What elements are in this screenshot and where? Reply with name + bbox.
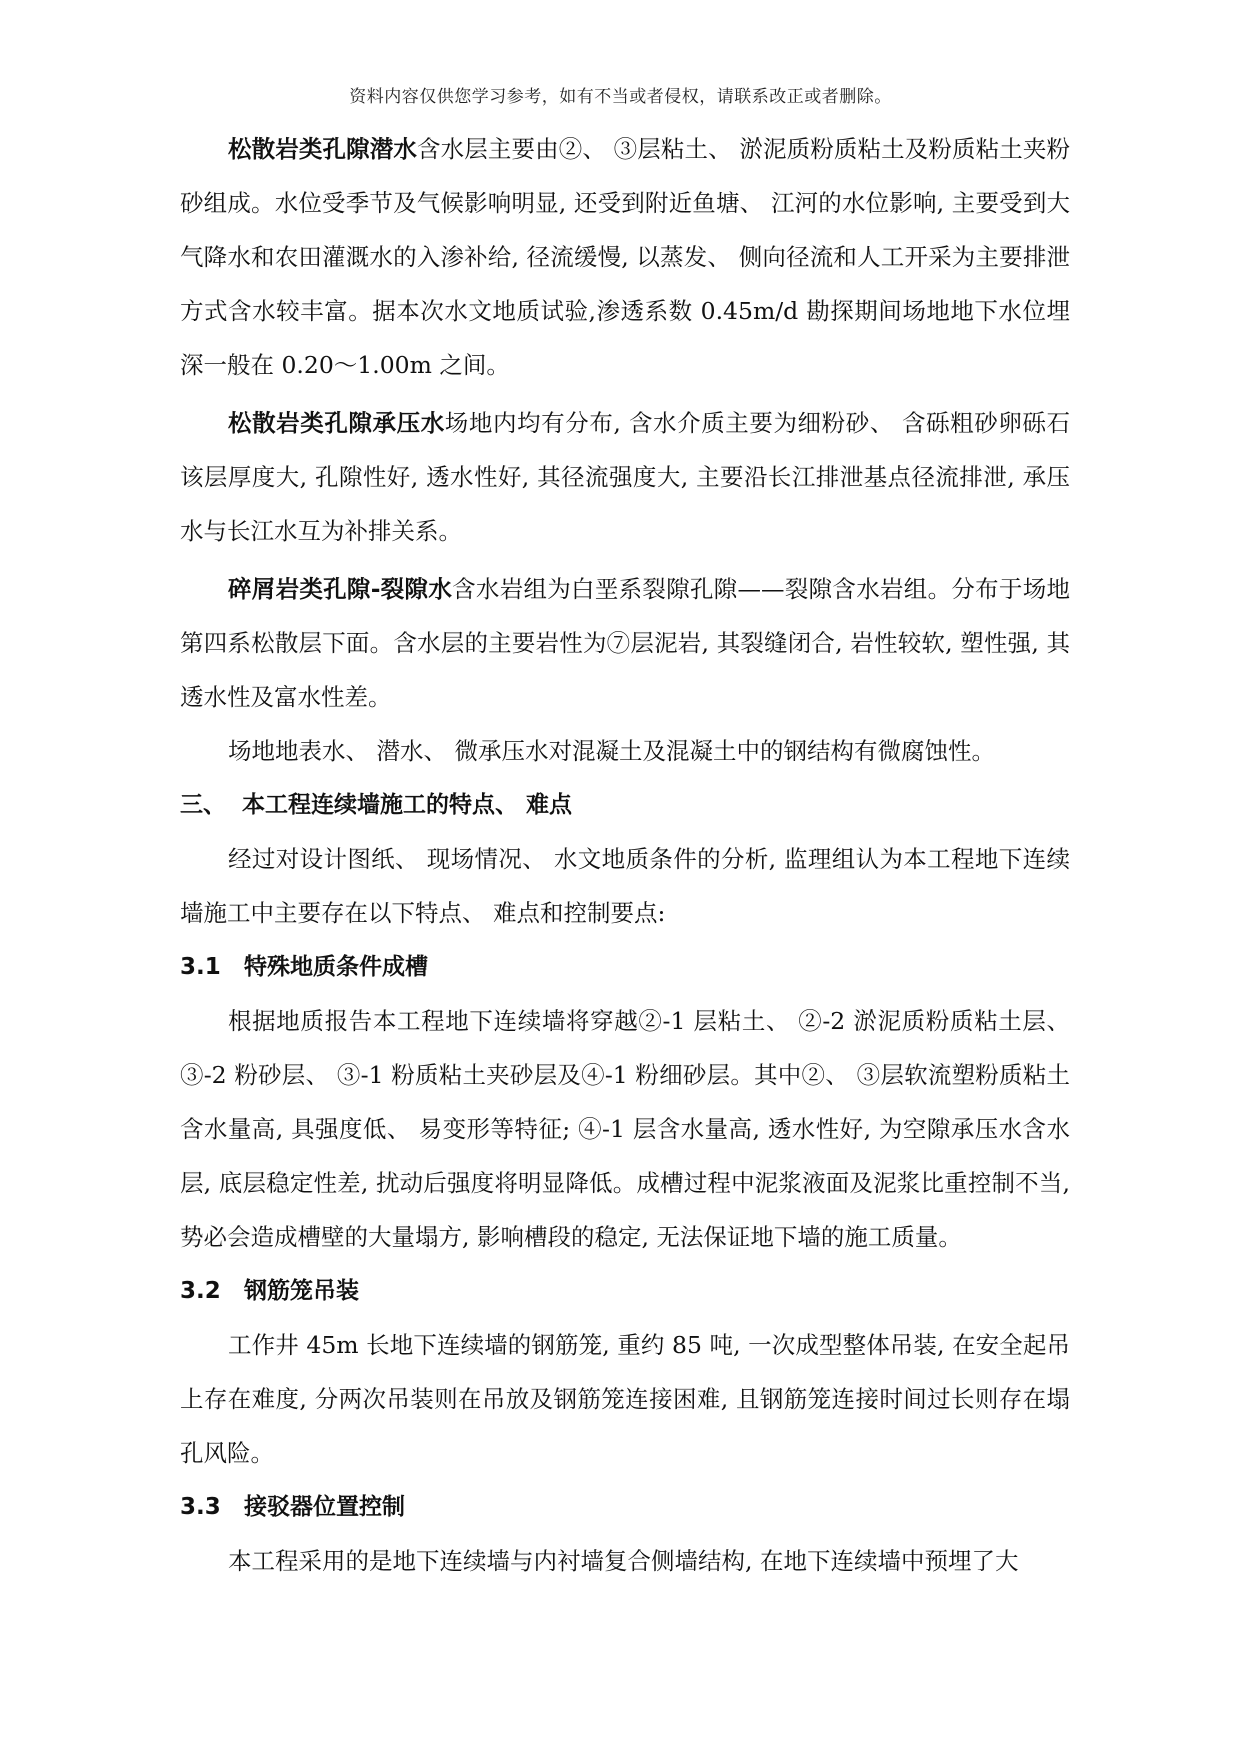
paragraph-text: 含水岩组为白垩系裂隙孔隙——裂隙含水岩组。分布于场地第四系松散层下面。含水层的主要岩性为⑦层泥岩, 其裂缝闭合, 岩性较软, 塑性强, 其透水性及富水性差。 <box>180 575 1070 711</box>
section-title: 接驳器位置控制 <box>244 1494 405 1520</box>
section-title: 特殊地质条件成槽 <box>244 954 428 980</box>
section-title: 本工程连续墙施工的特点、 难点 <box>242 792 573 818</box>
paragraph-lead: 松散岩类孔隙潜水 <box>228 135 418 163</box>
section-heading-3-2 <box>180 1264 1070 1318</box>
section-heading-3-1 <box>180 940 1070 994</box>
paragraph-analysis: 经过对设计图纸、 现场情况、 水文地质条件的分析, 监理组认为本工程地下连续墙施工中主要存在以下特点、 难点和控制要点: <box>180 845 1070 927</box>
paragraph-lead: 碎屑岩类孔隙-裂隙水 <box>228 575 453 603</box>
paragraph-text: 场地内均有分布, 含水介质主要为细粉砂、 含砾粗砂卵砾石该层厚度大, 孔隙性好, 透水性好, 其径流强度大, 主要沿长江排泄基点径流排泄, 承压水与长江水互为补排关系。 <box>180 409 1070 545</box>
paragraph-phreatic-water <box>180 122 1070 392</box>
section-heading-3-3 <box>180 1480 1070 1534</box>
paragraph-geology: 根据地质报告本工程地下连续墙将穿越②-1 层粘土、 ②-2 淤泥质粉质粘土层、 ③-2 粉砂层、 ③-1 粉质粘土夹砂层及④-1 粉细砂层。其中②、 ③层软流塑粉质粘土含水量高, 具强度低、 易变形等特征; ④-1 层含水量高, 透水性好, 为空隙承压水含水层, 底层稳定性差, 扰动后强度将明显降低。成槽过程中泥浆液面及泥浆比重控制不当, 势必会造成槽壁的大量塌方, 影响槽段的稳定, 无法保证地下墙的施工质量。 <box>180 1007 1070 1251</box>
paragraph-text: 含水层主要由②、 ③层粘土、 淤泥质粉质粘土及粉质粘土夹粉砂组成。水位受季节及气候影响明显, 还受到附近鱼塘、 江河的水位影响, 主要受到大气降水和农田灌溉水的入渗补给, 径流缓慢, 以蒸发、 侧向径流和人工开采为主要排泄方式含水较丰富。据本次水文地质试验,渗透系数 0.45m/d 勘探期间场地地下水位埋深一般在 0.20～1.00m 之间。 <box>180 135 1070 379</box>
section-number: 3.2 <box>180 1278 221 1304</box>
paragraph-corrosion: 场地地表水、 潜水、 微承压水对混凝土及混凝土中的钢结构有微腐蚀性。 <box>228 737 995 765</box>
paragraph-lead: 松散岩类孔隙承压水 <box>228 409 445 437</box>
section-number: 3.1 <box>180 954 221 980</box>
document-body <box>180 122 1070 1588</box>
paragraph-rebar-cage: 工作井 45m 长地下连续墙的钢筋笼, 重约 85 吨, 一次成型整体吊装, 在安全起吊上存在难度, 分两次吊装则在吊放及钢筋笼连接困难, 且钢筋笼连接时间过长则存在塌孔风险。 <box>180 1331 1070 1467</box>
paragraph-fissure-water <box>180 562 1070 724</box>
section-number: 三、 <box>180 792 226 818</box>
disclaimer-header: 资料内容仅供您学习参考，如有不当或者侵权，请联系改正或者删除。 <box>349 87 892 107</box>
paragraph-confined-water <box>180 396 1070 558</box>
section-number: 3.3 <box>180 1494 221 1520</box>
section-title: 钢筋笼吊装 <box>244 1278 359 1304</box>
section-heading-3 <box>180 778 1070 832</box>
paragraph-connector: 本工程采用的是地下连续墙与内衬墙复合侧墙结构, 在地下连续墙中预埋了大 <box>228 1547 1019 1575</box>
